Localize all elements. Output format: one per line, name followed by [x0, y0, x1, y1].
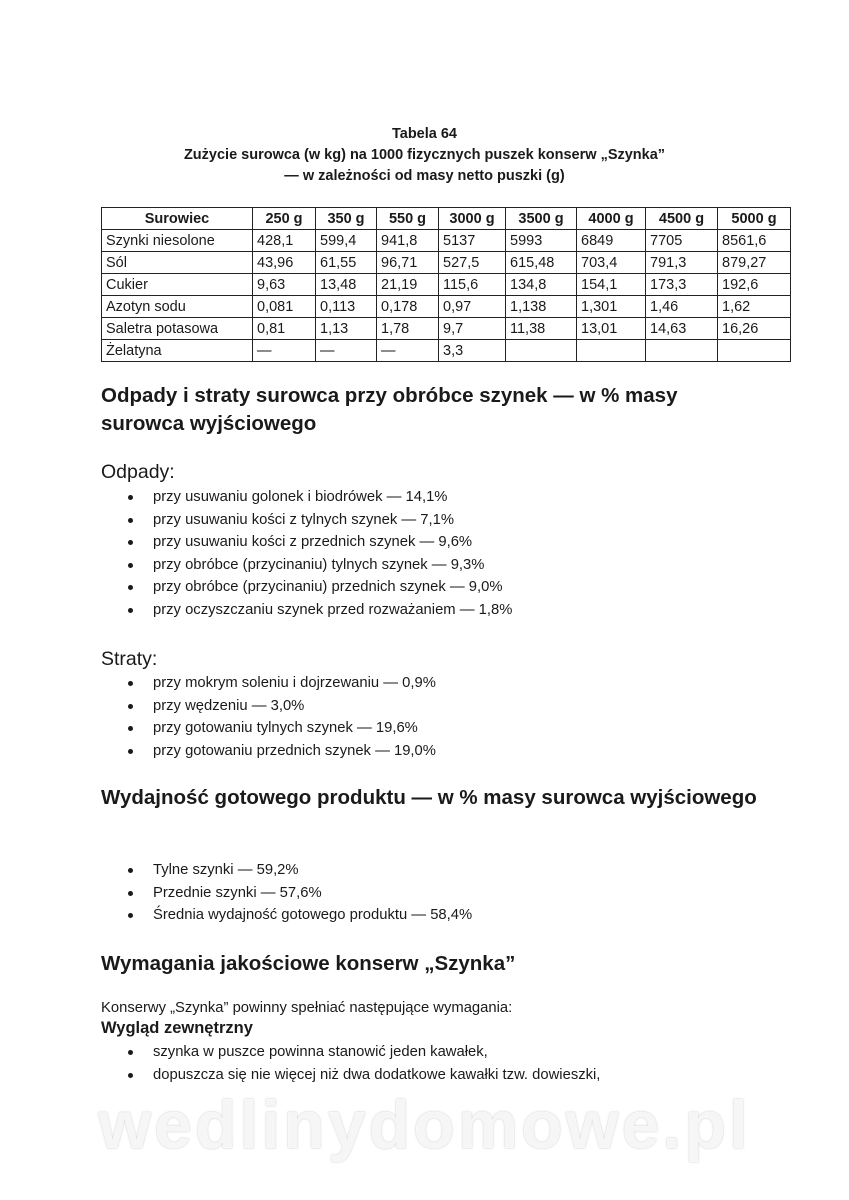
list-item: Średnia wydajność gotowego produktu — 58,4% — [101, 904, 472, 927]
table-row — [102, 318, 791, 340]
table-cell — [718, 340, 791, 362]
table-cell: 1,62 — [718, 296, 791, 318]
table-cell: 9,63 — [253, 274, 316, 296]
table-cell: 8561,6 — [718, 230, 791, 252]
table-subtitle-2: — w zależności od masy netto puszki (g) — [284, 168, 565, 184]
table-cell: 11,38 — [506, 318, 577, 340]
table-title: Tabela 64 — [391, 126, 458, 142]
column-header: 3000 g — [439, 208, 506, 230]
table-cell: 0,97 — [439, 296, 506, 318]
table-cell: 599,4 — [316, 230, 377, 252]
table-cell: 5993 — [506, 230, 577, 252]
table-cell: 791,3 — [646, 252, 718, 274]
list-item: przy wędzeniu — 3,0% — [101, 695, 436, 718]
waste-label: Odpady: — [101, 461, 175, 483]
watermark: wedlinydomowe.pl — [98, 1087, 751, 1163]
list-item: przy mokrym soleniu i dojrzewaniu — 0,9% — [101, 672, 436, 695]
table-cell: 21,19 — [377, 274, 439, 296]
table-cell: Szynki niesolone — [102, 230, 253, 252]
table-cell: 1,46 — [646, 296, 718, 318]
table-cell: — — [377, 340, 439, 362]
table-cell — [646, 340, 718, 362]
table-cell: Cukier — [102, 274, 253, 296]
losses-list — [101, 672, 436, 762]
table-cell: 1,138 — [506, 296, 577, 318]
table-cell: 0,81 — [253, 318, 316, 340]
table-cell: 9,7 — [439, 318, 506, 340]
table-cell: 134,8 — [506, 274, 577, 296]
column-header: 5000 g — [718, 208, 791, 230]
list-item: szynka w puszce powinna stanowić jeden kawałek, — [101, 1041, 600, 1064]
quality-intro: Konserwy „Szynka” powinny spełniać następujące wymagania: — [101, 1000, 513, 1016]
column-header: 350 g — [316, 208, 377, 230]
list-item: przy obróbce (przycinaniu) tylnych szynek — 9,3% — [101, 554, 512, 577]
column-header: 4500 g — [646, 208, 718, 230]
table-cell: Żelatyna — [102, 340, 253, 362]
table-cell: 527,5 — [439, 252, 506, 274]
table-cell: 5137 — [439, 230, 506, 252]
table-row — [102, 230, 791, 252]
yield-list — [101, 859, 472, 927]
table-cell: 1,78 — [377, 318, 439, 340]
losses-label: Straty: — [101, 648, 158, 670]
table-cell: 0,113 — [316, 296, 377, 318]
list-item: przy gotowaniu tylnych szynek — 19,6% — [101, 717, 436, 740]
list-item: Tylne szynki — 59,2% — [101, 859, 472, 882]
table-cell: 43,96 — [253, 252, 316, 274]
quality-list — [101, 1041, 600, 1086]
table-cell: 154,1 — [577, 274, 646, 296]
list-item: przy obróbce (przycinaniu) przednich szynek — 9,0% — [101, 576, 512, 599]
column-header: 250 g — [253, 208, 316, 230]
table-cell: Azotyn sodu — [102, 296, 253, 318]
table-cell — [506, 340, 577, 362]
list-item: dopuszcza się nie więcej niż dwa dodatkowe kawałki tzw. dowieszki, — [101, 1064, 600, 1087]
table-cell: Sól — [102, 252, 253, 274]
table-cell: 96,71 — [377, 252, 439, 274]
table-cell: 6849 — [577, 230, 646, 252]
table-cell: 941,8 — [377, 230, 439, 252]
table-cell: 192,6 — [718, 274, 791, 296]
section-heading-quality: Wymagania jakościowe konserw „Szynka” — [101, 952, 516, 975]
column-header: Surowiec — [102, 208, 253, 230]
table-cell — [577, 340, 646, 362]
table-cell: Saletra potasowa — [102, 318, 253, 340]
column-header: 4000 g — [577, 208, 646, 230]
table-cell: 615,48 — [506, 252, 577, 274]
section-heading-waste: Odpady i straty surowca przy obróbce szynek — w % masy surowca wyjściowego — [101, 384, 678, 435]
section-heading-yield: Wydajność gotowego produktu — w % masy surowca wyjściowego — [101, 786, 757, 809]
table-cell: 13,01 — [577, 318, 646, 340]
column-header: 3500 g — [506, 208, 577, 230]
table-cell: 3,3 — [439, 340, 506, 362]
table-cell: 703,4 — [577, 252, 646, 274]
table-cell: 7705 — [646, 230, 718, 252]
table-cell: 115,6 — [439, 274, 506, 296]
list-item: Przednie szynki — 57,6% — [101, 882, 472, 905]
table-cell: 16,26 — [718, 318, 791, 340]
table-cell: 61,55 — [316, 252, 377, 274]
table-cell: 14,63 — [646, 318, 718, 340]
table-cell: 0,178 — [377, 296, 439, 318]
list-item: przy usuwaniu kości z przednich szynek — 9,6% — [101, 531, 512, 554]
list-item: przy gotowaniu przednich szynek — 19,0% — [101, 740, 436, 763]
table-cell: 1,301 — [577, 296, 646, 318]
waste-list — [101, 486, 512, 622]
list-item: przy oczyszczaniu szynek przed rozważaniem — 1,8% — [101, 599, 512, 622]
table-cell: — — [253, 340, 316, 362]
table-cell: 173,3 — [646, 274, 718, 296]
table-cell: 1,13 — [316, 318, 377, 340]
list-item: przy usuwaniu kości z tylnych szynek — 7,1% — [101, 509, 512, 532]
table-header-row — [102, 208, 791, 230]
column-header: 550 g — [377, 208, 439, 230]
table-cell: 13,48 — [316, 274, 377, 296]
consumption-table — [101, 207, 791, 362]
table-cell: — — [316, 340, 377, 362]
table-row — [102, 274, 791, 296]
quality-subheading: Wygląd zewnętrzny — [101, 1019, 253, 1037]
table-row — [102, 296, 791, 318]
table-cell: 0,081 — [253, 296, 316, 318]
table-cell: 879,27 — [718, 252, 791, 274]
table-row — [102, 340, 791, 362]
table-cell: 428,1 — [253, 230, 316, 252]
table-row — [102, 252, 791, 274]
table-caption — [100, 124, 749, 187]
table-subtitle: Zużycie surowca (w kg) na 1000 fizycznych puszek konserw „Szynka” — [183, 147, 666, 163]
list-item: przy usuwaniu golonek i biodrówek — 14,1% — [101, 486, 512, 509]
